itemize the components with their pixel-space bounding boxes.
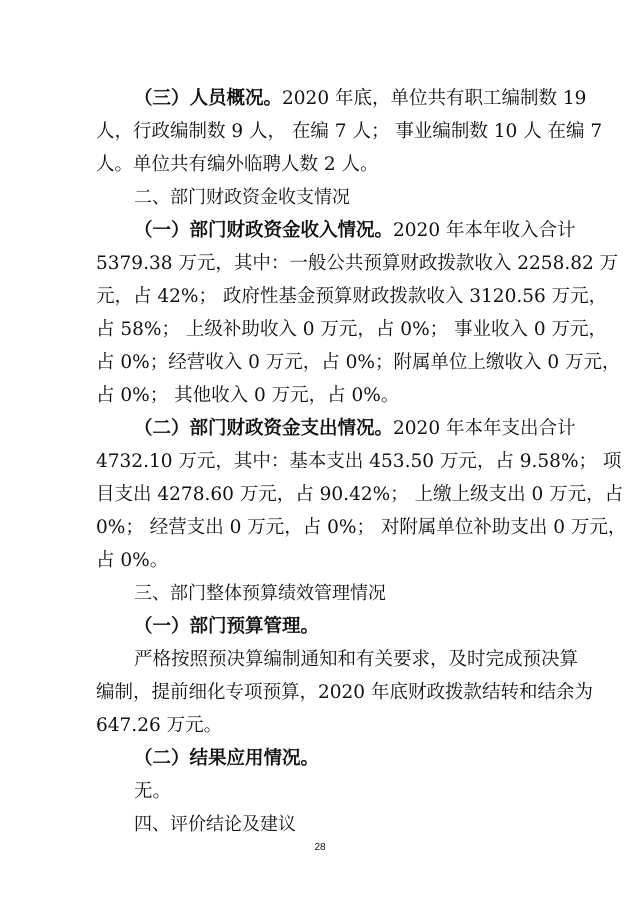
paragraph-staff-line-2: 人，行政编制数 9 人， 在编 7 人； 事业编制数 10 人 在编 7 [96,121,603,142]
paragraph-income-line-1 [96,216,576,246]
paragraph-expense-line-5: 占 0%。 [96,550,169,571]
part2-title: 二、部门财政资金收支情况 [134,187,350,208]
expense-text: 2020 年本年支出合计 [393,418,576,439]
paragraph-budget-line-3: 647.26 万元。 [96,715,223,736]
paragraph-expense-line-3: 目支出 4278.60 万元，占 90.42%； 上缴上级支出 0 万元，占 [96,484,624,505]
income-text: 2020 年本年收入合计 [393,220,576,241]
page-number: 28 [314,842,326,853]
paragraph-income-line-4: 占 58%； 上级补助收入 0 万元，占 0%； 事业收入 0 万元， [96,319,608,340]
part4-title: 四、评价结论及建议 [134,814,296,835]
paragraph-budget-line-2: 编制，提前细化专项预算，2020 年底财政拨款结转和结余为 [96,682,593,703]
part3-title: 三、部门整体预算绩效管理情况 [134,583,386,604]
paragraph-income-line-2: 5379.38 万元，其中：一般公共预算财政拨款收入 2258.82 万 [96,253,619,274]
staff-heading: （三）人员概况。 [134,88,283,109]
paragraph-income-line-6: 占 0%； 其他收入 0 万元，占 0%。 [96,385,400,406]
paragraph-staff-line-1 [96,84,587,114]
paragraph-staff-line-3: 人。单位共有编外临聘人数 2 人。 [96,154,379,175]
expense-heading: （二）部门财政资金支出情况。 [134,418,394,439]
income-heading: （一）部门财政资金收入情况。 [134,220,394,241]
results-heading: （二）结果应用情况。 [134,748,320,769]
paragraph-expense-line-4: 0%； 经营支出 0 万元，占 0%； 对附属单位补助支出 0 万元， [96,517,627,538]
paragraph-budget-line-1: 严格按照预决算编制通知和有关要求，及时完成预决算 [134,649,579,670]
budget-heading: （一）部门预算管理。 [134,616,320,637]
results-body: 无。 [134,781,172,802]
paragraph-expense-line-2: 4732.10 万元，其中：基本支出 453.50 万元，占 9.58%； 项 [96,451,622,472]
paragraph-income-line-5: 占 0%；经营收入 0 万元，占 0%；附属单位上缴收入 0 万元， [96,352,621,373]
staff-text: 2020 年底，单位共有职工编制数 19 [282,88,587,109]
paragraph-income-line-3: 元，占 42%； 政府性基金预算财政拨款收入 3120.56 万元， [96,286,608,307]
paragraph-expense-line-1 [96,414,576,444]
